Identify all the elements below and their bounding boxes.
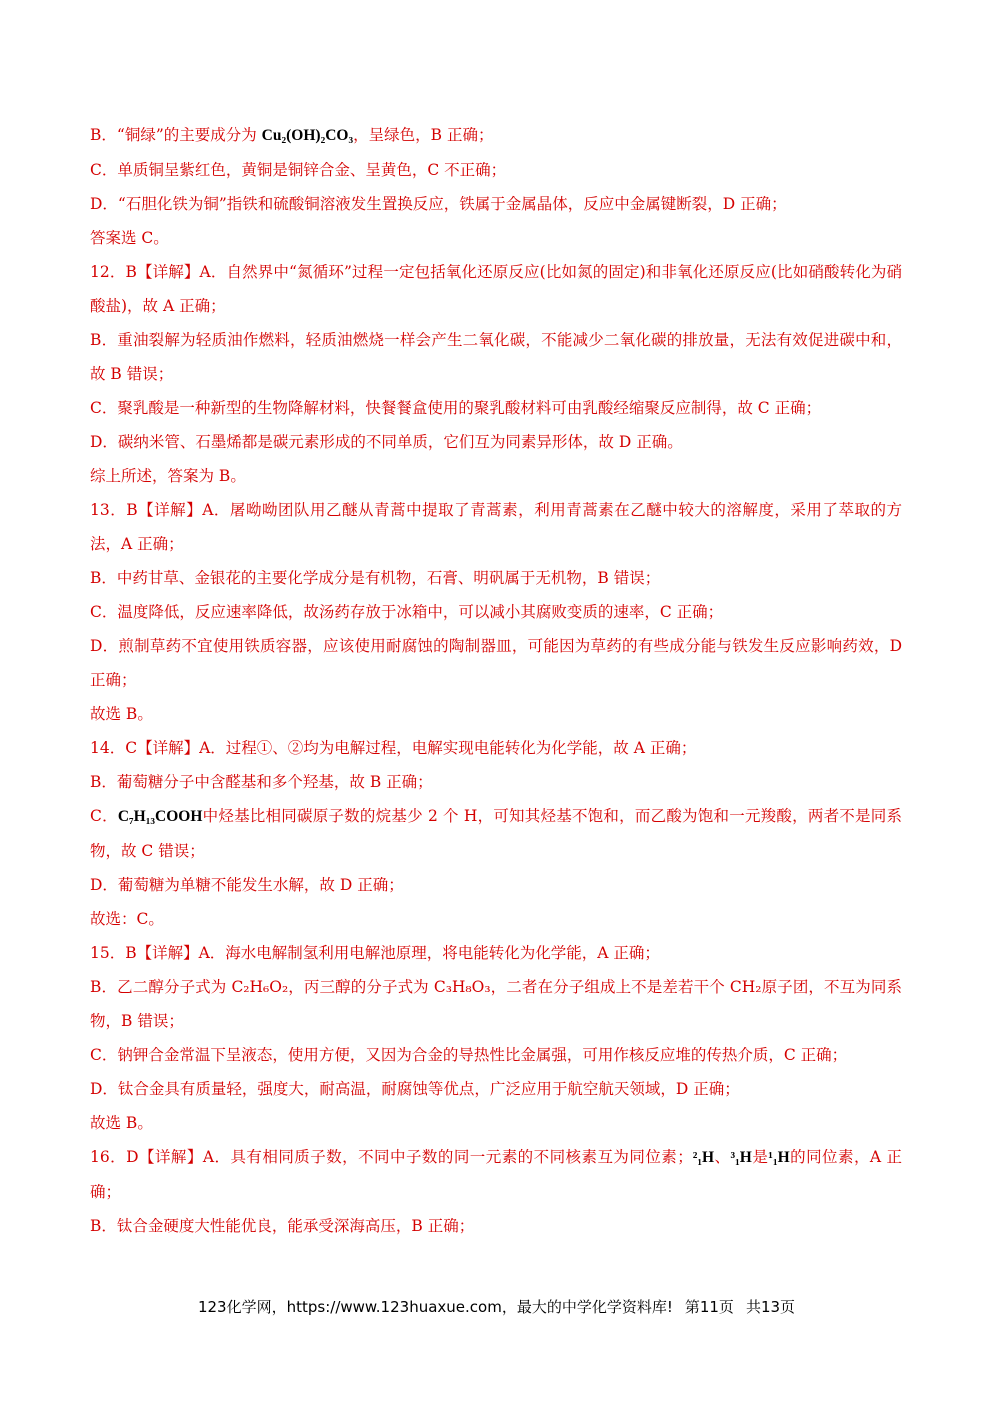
- paragraph-line: 12．B【详解】A．自然界中“氮循环”过程一定包括氧化还原反应(比如氮的固定)和非氧化还原反应(比如硝酸转化为硝酸盐)，故 A 正确；: [90, 263, 902, 315]
- paragraph-line: 故选 B。: [90, 1114, 153, 1132]
- paragraph-line: 15．B【详解】A．海水电解制氢利用电解池原理，将电能转化为化学能，A 正确；: [90, 944, 660, 962]
- paragraph-line: D．钛合金具有质量轻，强度大，耐高温，耐腐蚀等优点，广泛应用于航空航天领域，D 正确；: [90, 1080, 740, 1098]
- paragraph-line: B．葡萄糖分子中含醛基和多个羟基，故 B 正确；: [90, 773, 433, 791]
- formula: Cu₂(OH)₂CO₃: [261, 127, 354, 144]
- isotope-formula: ¹₁H: [768, 1149, 790, 1166]
- paragraph-line: C．单质铜呈紫红色，黄铜是铜锌合金、呈黄色，C 不正确；: [90, 161, 507, 179]
- paragraph-line: B．中药甘草、金银花的主要化学成分是有机物，石膏、明矾属于无机物，B 错误；: [90, 569, 661, 587]
- paragraph-line: 综上所述，答案为 B。: [90, 467, 246, 485]
- paragraph-line: C．聚乳酸是一种新型的生物降解材料，快餐餐盒使用的聚乳酸材料可由乳酸经缩聚反应制得，故 C 正确；: [90, 399, 822, 417]
- paragraph-line: 答案选 C。: [90, 229, 169, 247]
- paragraph-line: D．“石胆化铁为铜”指铁和硫酸铜溶液发生置换反应，铁属于金属晶体，反应中金属键断裂，D 正确；: [90, 195, 787, 213]
- paragraph-line: 16．D【详解】A．具有相同质子数，不同中子数的同一元素的不同核素互为同位素；²₁H、³₁H是¹₁H的同位素，A 正确；: [90, 1148, 902, 1201]
- isotope-formula: ³₁H: [730, 1149, 752, 1166]
- paragraph-line: 13．B【详解】A．屠呦呦团队用乙醚从青蒿中提取了青蒿素，利用青蒿素在乙醚中较大的溶解度，采用了萃取的方法，A 正确；: [90, 501, 902, 553]
- paragraph-line: 14．C【详解】A．过程①、②均为电解过程，电解实现电能转化为化学能，故 A 正确；: [90, 739, 697, 757]
- paragraph-line: B．重油裂解为轻质油作燃料，轻质油燃烧一样会产生二氧化碳，不能减少二氧化碳的排放量，无法有效促进碳中和，故 B 错误；: [90, 331, 902, 383]
- paragraph-line: B．“铜绿”的主要成分为 Cu₂(OH)₂CO₃，呈绿色，B 正确；: [90, 126, 494, 144]
- page-number: 第11页: [684, 1298, 734, 1316]
- paragraph-line: D．葡萄糖为单糖不能发生水解，故 D 正确；: [90, 876, 404, 894]
- formula: C₇H₁₃COOH: [117, 808, 203, 825]
- paragraph-line: D．煎制草药不宜使用铁质容器，应该使用耐腐蚀的陶制器皿，可能因为草药的有些成分能与铁发生反应影响药效，D 正确；: [90, 637, 902, 689]
- footer-site-text: 123化学网，https://www.123huaxue.com，最大的中学化学资料库!: [197, 1298, 673, 1316]
- paragraph-line: C．钠钾合金常温下呈液态，使用方便，又因为合金的导热性比金属强，可用作核反应堆的传热介质，C 正确；: [90, 1046, 848, 1064]
- paragraph-line: D．碳纳米管、石墨烯都是碳元素形成的不同单质，它们互为同素异形体，故 D 正确。: [90, 433, 683, 451]
- page-footer: [0, 1296, 993, 1317]
- isotope-formula: ²₁H: [692, 1149, 715, 1166]
- paragraph-line: B．钛合金硬度大性能优良，能承受深海高压，B 正确；: [90, 1217, 475, 1235]
- paragraph-line: B．乙二醇分子式为 C₂H₆O₂，丙三醇的分子式为 C₃H₈O₃，二者在分子组成上不是差若干个 CH₂原子团，不互为同系物，B 错误；: [90, 978, 902, 1030]
- page-total: 共13页: [745, 1298, 796, 1316]
- paragraph-line: C．温度降低，反应速率降低，故汤药存放于冰箱中，可以减小其腐败变质的速率，C 正确；: [90, 603, 724, 621]
- paragraph-line: 故选 B。: [90, 705, 153, 723]
- paragraph-line: C．C₇H₁₃COOH中烃基比相同碳原子数的烷基少 2 个 H，可知其烃基不饱和，而乙酸为饱和一元羧酸，两者不是同系物，故 C 错误；: [90, 807, 902, 860]
- paragraph-line: 故选：C。: [90, 910, 164, 928]
- document-body: [90, 118, 902, 1243]
